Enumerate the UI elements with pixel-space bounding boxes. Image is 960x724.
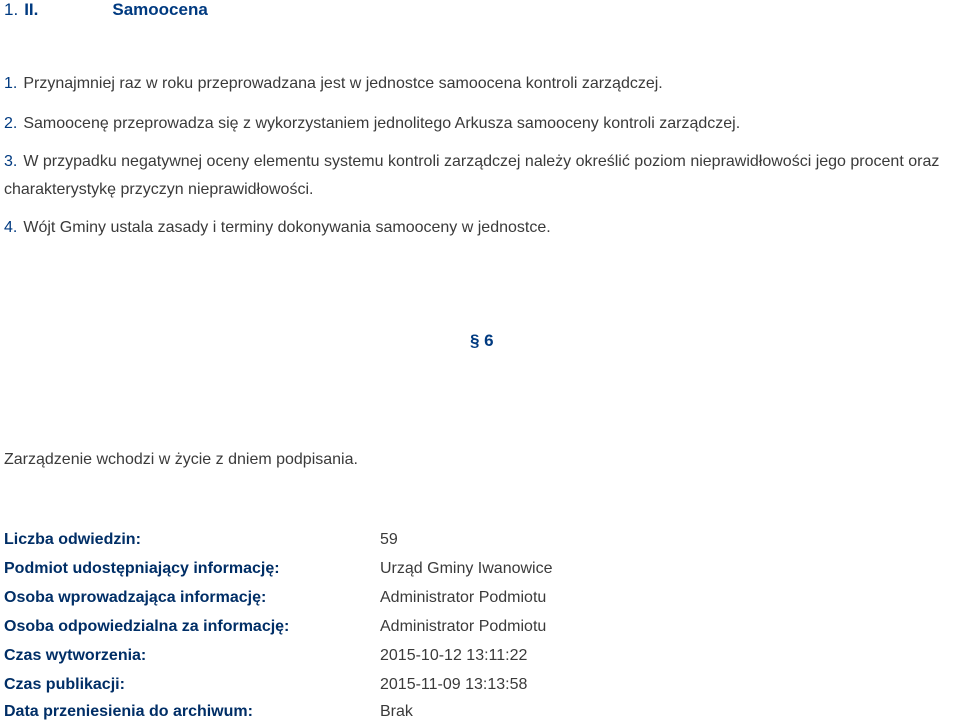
metadata-row-visits <box>4 528 954 552</box>
metadata-row-responsible <box>4 615 954 639</box>
metadata-row-archived <box>4 700 954 724</box>
paragraph-number: 2. <box>4 115 18 132</box>
paragraph-text: Samoocenę przeprowadza się z wykorzystaniem jednolitego Arkusza samooceny kontroli zarządczej. <box>23 115 741 132</box>
paragraph-number: 4. <box>4 219 18 236</box>
paragraph-text: Wójt Gminy ustala zasady i terminy dokonywania samooceny w jednostce. <box>23 219 551 236</box>
metadata-row-provider <box>4 557 954 581</box>
paragraph-1 <box>4 70 956 98</box>
metadata-value: 2015-10-12 13:11:22 <box>380 647 528 664</box>
metadata-label: Data przeniesienia do archiwum: <box>4 703 253 720</box>
paragraph-4 <box>4 214 956 242</box>
metadata-row-entered-by <box>4 586 954 610</box>
metadata-value: Administrator Podmiotu <box>380 589 547 606</box>
metadata-label: Czas wytworzenia: <box>4 647 147 664</box>
heading-roman-numeral: II. <box>24 0 39 19</box>
section-mark: § 6 <box>470 331 494 350</box>
metadata-label: Osoba odpowiedzialna za informację: <box>4 618 290 635</box>
metadata-value: 59 <box>380 531 398 548</box>
metadata-value: Administrator Podmiotu <box>380 618 547 635</box>
section-heading <box>4 0 208 20</box>
heading-title: Samoocena <box>112 0 208 19</box>
closing-statement: Zarządzenie wchodzi w życie z dniem podpisania. <box>4 451 358 468</box>
metadata-label: Podmiot udostępniający informację: <box>4 560 280 577</box>
metadata-value: 2015-11-09 13:13:58 <box>380 676 528 693</box>
metadata-value: Urząd Gminy Iwanowice <box>380 560 553 577</box>
paragraph-2 <box>4 110 956 138</box>
metadata-label: Liczba odwiedzin: <box>4 531 141 548</box>
metadata-value: Brak <box>380 703 413 720</box>
metadata-row-published <box>4 673 954 697</box>
metadata-label: Osoba wprowadzająca informację: <box>4 589 267 606</box>
paragraph-number: 1. <box>4 75 18 92</box>
metadata-label: Czas publikacji: <box>4 676 125 693</box>
paragraph-text: Przynajmniej raz w roku przeprowadzana jest w jednostce samoocena kontroli zarządczej. <box>23 75 663 92</box>
metadata-row-created <box>4 644 954 668</box>
paragraph-3 <box>4 148 956 204</box>
paragraph-text: W przypadku negatywnej oceny elementu systemu kontroli zarządczej należy określić poziom nieprawidłowości jego procent oraz charakterystykę przyczyn nieprawidłowości. <box>4 153 940 198</box>
paragraph-number: 3. <box>4 153 18 170</box>
heading-number: 1. <box>4 0 19 19</box>
